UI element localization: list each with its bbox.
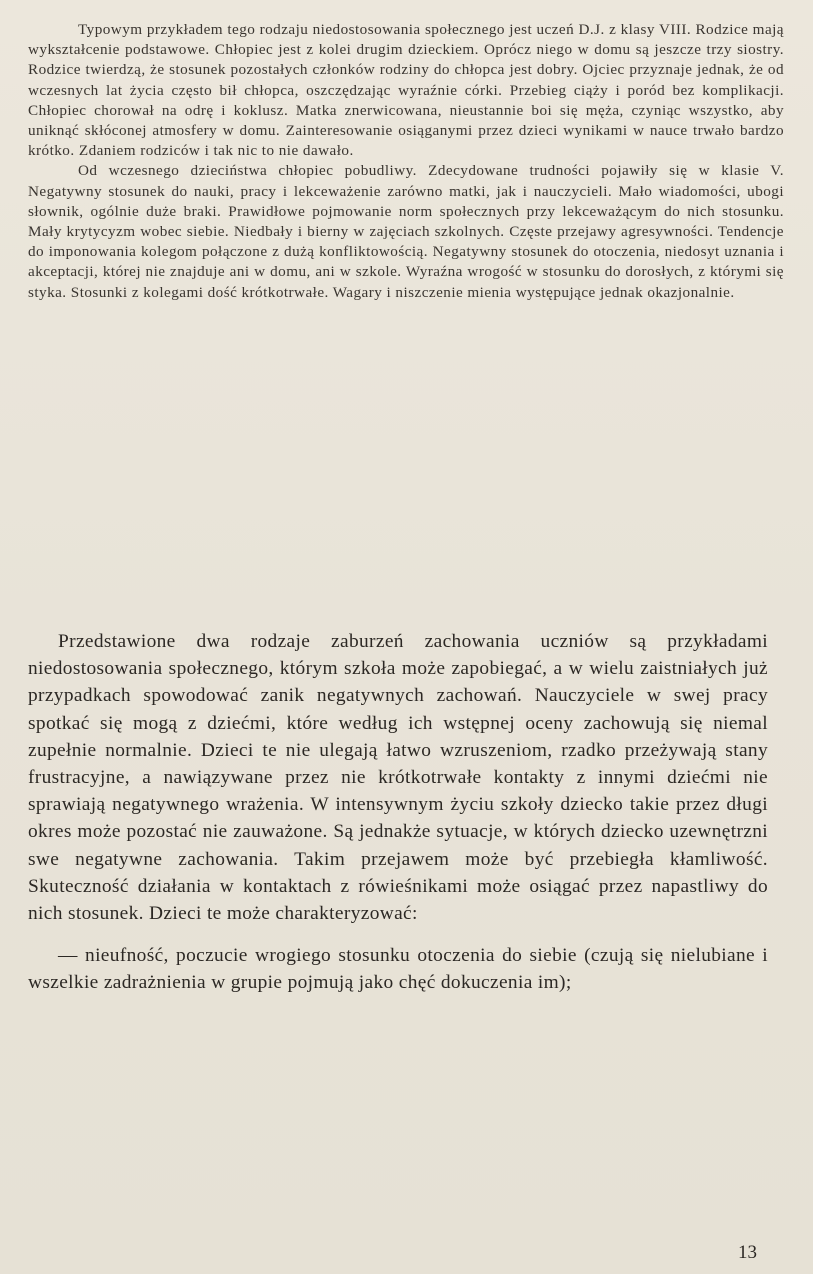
main-text [28, 628, 768, 997]
case-description [28, 20, 784, 303]
page-number: 13 [738, 1242, 757, 1263]
case-paragraph-1: Typowym przykładem tego rodzaju niedostosowania społecznego jest uczeń D.J. z klasy VIII. Rodzice mają wykształcenie podstawowe. Chłopiec jest z kolei drugim dzieckiem. Oprócz niego w domu są jeszcze trzy siostry. Rodzice twierdzą, że stosunek pozostałych członków rodziny do chłopca jest dobry. Ojciec przyznaje jednak, że od wczesnych lat życia często bił chłopca, oszczędzając wyraźnie córki. Przebieg ciąży i poród bez komplikacji. Chłopiec chorował na odrę i koklusz. Matka znerwicowana, nieustannie boi się męża, czyniąc wszystko, aby uniknąć skłóconej atmosfery w domu. Zainteresowanie osiąganymi przez dzieci wynikami w nauce trwało bardzo krótko. Zdaniem rodziców i tak nic to nie dawało. [28, 21, 784, 160]
main-paragraph: Przedstawione dwa rodzaje zaburzeń zachowania uczniów są przykładami niedostosowania społecznego, którym szkoła może zapobiegać, a w wielu zaistniałych już przypadkach spowodować zanik negatywnych zachowań. Nauczyciele w swej pracy spotkać się mogą z dziećmi, które według ich wstępnej oceny zachowują się niemal zupełnie normalnie. Dzieci te nie ulegają łatwo wzruszeniom, rzadko przeżywają stany frustracyjne, a nawiązywane przez nie krótkotrwałe kontakty z innymi dziećmi nie sprawiają negatywnego wrażenia. W intensywnym życiu szkoły dziecko takie przez długi okres może pozostać nie zauważone. Są jednakże sytuacje, w których dziecko uzewnętrzni swe negatywne zachowania. Takim przejawem może być przebiegła kłamliwość. Skuteczność działania w kontaktach z rówieśnikami może osiągać przez napastliwy do nich stosunek. Dzieci te może charakteryzować: [28, 631, 768, 925]
list-item: — nieufność, poczucie wrogiego stosunku otoczenia do siebie (czują się nielubiane i wszelkie zadrażnienia w grupie pojmują jako chęć dokuczenia im); [28, 945, 768, 994]
case-paragraph-2: Od wczesnego dzieciństwa chłopiec pobudliwy. Zdecydowane trudności pojawiły się w klasie V. Negatywny stosunek do nauki, pracy i lekceważenie zarówno matki, jak i nauczycieli. Mało wiadomości, ubogi słownik, ogólnie duże braki. Prawidłowe pojmowanie norm społecznych przy lekceważącym do nich stosunku. Mały krytycyzm wobec siebie. Niedbały i bierny w zajęciach szkolnych. Częste przejawy agresywności. Tendencje do imponowania kolegom połączone z dużą konfliktowością. Negatywny stosunek do otoczenia, niedosyt uznania i akceptacji, której nie znajduje ani w domu, ani w szkole. Wyraźna wrogość w stosunku do dorosłych, z którymi się styka. Stosunki z kolegami dość krótkotrwałe. Wagary i niszczenie mienia występujące jednak okazjonalnie. [28, 162, 784, 301]
